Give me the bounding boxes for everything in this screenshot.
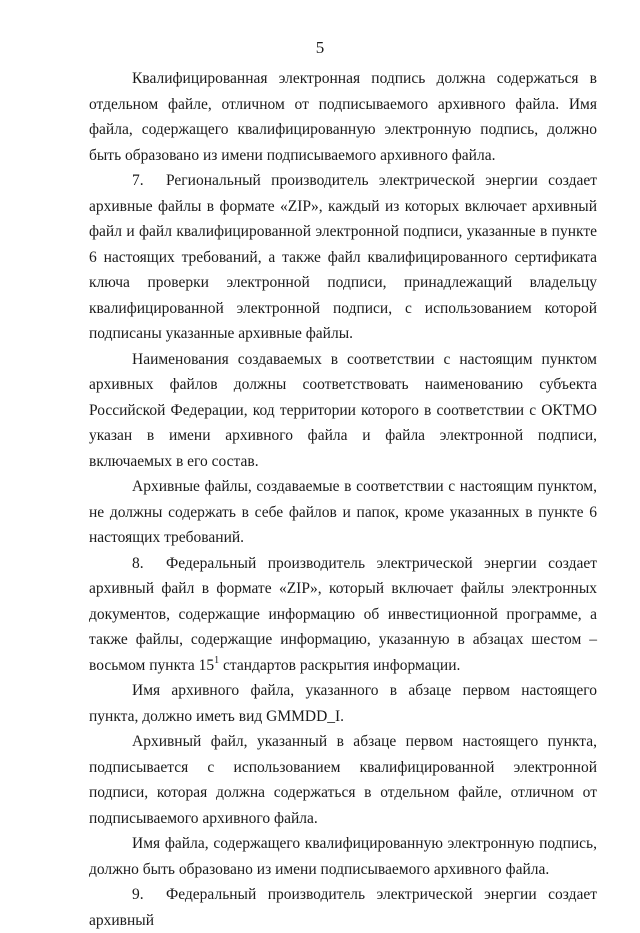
paragraph-text: Федеральный производитель электрической энергии создает архивный: [89, 886, 597, 929]
paragraph: [89, 474, 597, 551]
paragraph-text: Имя файла, содержащего квалифицированную электронную подпись, должно быть образовано из имени подписываемого архивного файла.: [89, 835, 597, 878]
paragraph-text: Наименования создаваемых в соответствии с настоящим пунктом архивных файлов должны соответствовать наименованию субъекта Российской Федерации, код территории которого в соответствии с ОКТМО указан в имени архивного файла и файла электронной подписи, включаемых в его состав.: [89, 350, 597, 470]
paragraph-text-continued: стандартов раскрытия информации.: [219, 656, 461, 674]
paragraph-numbered: [89, 551, 597, 679]
paragraph-text: Имя архивного файла, указанного в абзаце первом настоящего пункта, должно иметь вид GMMDD_I.: [89, 682, 597, 725]
paragraph-text: Квалифицированная электронная подпись должна содержаться в отдельном файле, отличном от подписываемого архивного файла. Имя файла, содержащего квалифицированную электронную подпись, должно быть образовано из имени подписываемого архивного файла.: [89, 70, 597, 164]
paragraph: [89, 66, 597, 168]
paragraph-number: 9.: [132, 886, 144, 903]
superscript: 1: [214, 654, 220, 666]
paragraph: [89, 831, 597, 882]
paragraph-text: Архивные файлы, создаваемые в соответствии с настоящим пунктом, не должны содержать в себе файлов и папок, кроме указанных в пункте 6 настоящих требований.: [89, 478, 597, 546]
paragraph-numbered: [89, 168, 597, 347]
paragraph-text: Архивный файл, указанный в абзаце первом настоящего пункта, подписывается с использованием квалифицированной электронной подписи, которая должна содержаться в отдельном файле, отличном от подписываемого архивного файла.: [89, 733, 597, 827]
paragraph: [89, 347, 597, 475]
paragraph-number: 8.: [132, 554, 144, 572]
paragraph: [89, 678, 597, 729]
document-body: [89, 66, 597, 933]
paragraph-number: 7.: [132, 172, 144, 189]
page-number: 5: [315, 38, 325, 57]
paragraph: [89, 729, 597, 831]
paragraph-numbered: [89, 882, 597, 933]
paragraph-text: Региональный производитель электрической энергии создает архивные файлы в формате «ZIP», каждый из которых включает архивный файл и файл квалифицированной электронной подписи, указанные в пункте 6 настоящих требований, а также файл квалифицированного сертификата ключа проверки электронной подписи, принадлежащий владельцу квалифицированной электронной подписи, с использованием которой подписаны указанные архивные файлы.: [89, 172, 597, 342]
paragraph-text: Федеральный производитель электрической энергии создает архивный файл в формате «ZIP», который включает файлы электронных документов, содержащие информацию об инвестиционной программе, а также файлы, содержащие информацию, указанную в абзацах шестом – восьмом пункта 15: [89, 554, 597, 674]
